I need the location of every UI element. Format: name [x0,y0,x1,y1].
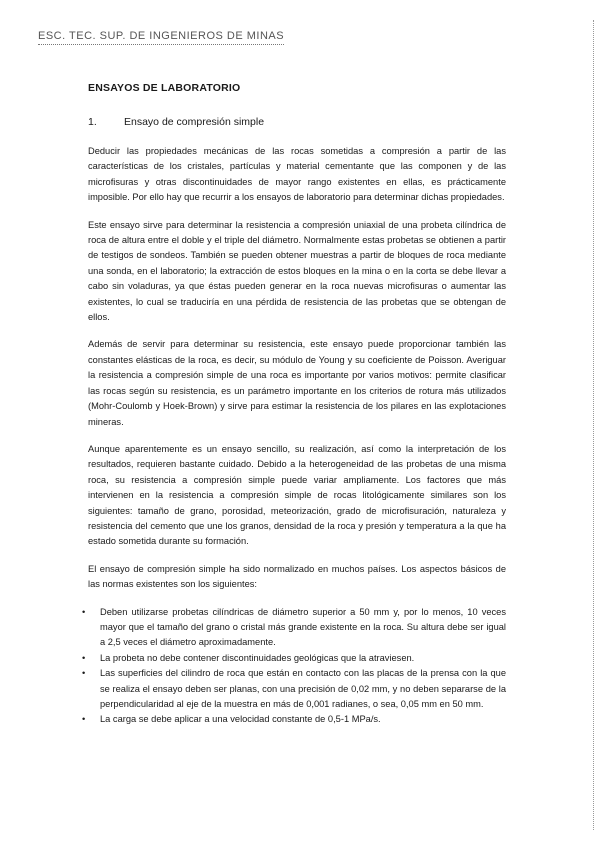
document-title: ENSAYOS DE LABORATORIO [88,82,241,94]
list-item [82,712,506,727]
norms-list [82,605,506,728]
list-item-text: Deben utilizarse probetas cilíndricas de diámetro superior a 50 mm y, por lo menos, 10 veces mayor que el tamaño del grano o cristal más grande existente en la roca. Su altura debe ser igual a 2,5 veces el diámetro aproximadamente. [100,606,506,648]
list-item [82,651,506,666]
paragraph: Deducir las propiedades mecánicas de las rocas sometidas a compresión a partir de las características de los cristales, partículas y material cementante que las componen y de las microfisuras y otras discontinuidades de mayor rango existentes en ellas, es prácticamente imposible. Por ello hay que recurrir a los ensayos de laboratorio para determinar dichas propiedades. [88,146,506,203]
bullet-icon: • [82,606,86,617]
bullet-icon: • [82,668,86,679]
bullet-icon: • [82,714,86,725]
section-title: Ensayo de compresión simple [124,116,265,128]
list-item [82,666,506,712]
paragraph: El ensayo de compresión simple ha sido normalizado en muchos países. Los aspectos básicos de las normas existentes son los siguientes: [88,563,506,590]
list-item-text: Las superficies del cilindro de roca que están en contacto con las placas de la prensa con la que se realiza el ensayo deben ser planas, con una precisión de 0,02 mm, y no deben separarse de la perpendicularidad al eje de la muestra en más de 0,001 radianes, o sea, 0,05 mm en 50 mm. [100,668,506,709]
paragraph: Además de servir para determinar su resistencia, este ensayo puede proporcionar también las constantes elásticas de la roca, es decir, su módulo de Young y su coeficiente de Poisson. Averiguar la resistencia a compresión simple de una roca es importante por varios motivos: permite clasificar las rocas según su resistencia, es un parámetro importante en los criterios de rotura más utilizados (Mohr-Coulomb y Hoek-Brown) y sirve para estimar la resistencia de los pilares en las explotaciones mineras. [88,339,506,427]
section-number: 1. [88,116,97,128]
paragraph: Este ensayo sirve para determinar la resistencia a compresión uniaxial de una probeta cilíndrica de roca de altura entre el doble y el triple del diámetro. Normalmente estas probetas se obtienen a partir de testigos de sondeos. También se pueden obtener muestras a partir de bloques de roca mediante una sonda, en el laboratorio; la extracción de estos bloques en la mina o en la corta se debe llevar a cabo sin voladuras, ya que éstas pueden generar en la roca nuevas microfisuras o aumentar las existentes, lo cual se traduciría en una pérdida de resistencia de las probetas que se obtengan de ellos. [88,219,506,323]
list-item [82,605,506,651]
page-header-logo-text: ESC. TEC. SUP. DE INGENIEROS DE MINAS [38,30,284,45]
section-heading [88,116,264,128]
document-body [82,144,506,728]
list-item-text: La probeta no debe contener discontinuidades geológicas que la atraviesen. [100,652,415,663]
paragraph: Aunque aparentemente es un ensayo sencillo, su realización, así como la interpretación de los resultados, requieren bastante cuidado. Debido a la heterogeneidad de las probetas de una misma roca, su resistencia a compresión simple puede variar ampliamente. Los factores que más intervienen en la resistencia a compresión simple de rocas litológicamente similares son los siguientes: tamaño de grano, porosidad, meteorización, grado de microfisuración, naturaleza y resistencia del cemento que une los granos, densidad de la roca y presión y temperatura a la que ha estado sometida durante su formación. [88,443,506,547]
bullet-icon: • [82,652,86,663]
scan-edge [591,20,594,830]
list-item-text: La carga se debe aplicar a una velocidad constante de 0,5-1 MPa/s. [100,714,381,725]
